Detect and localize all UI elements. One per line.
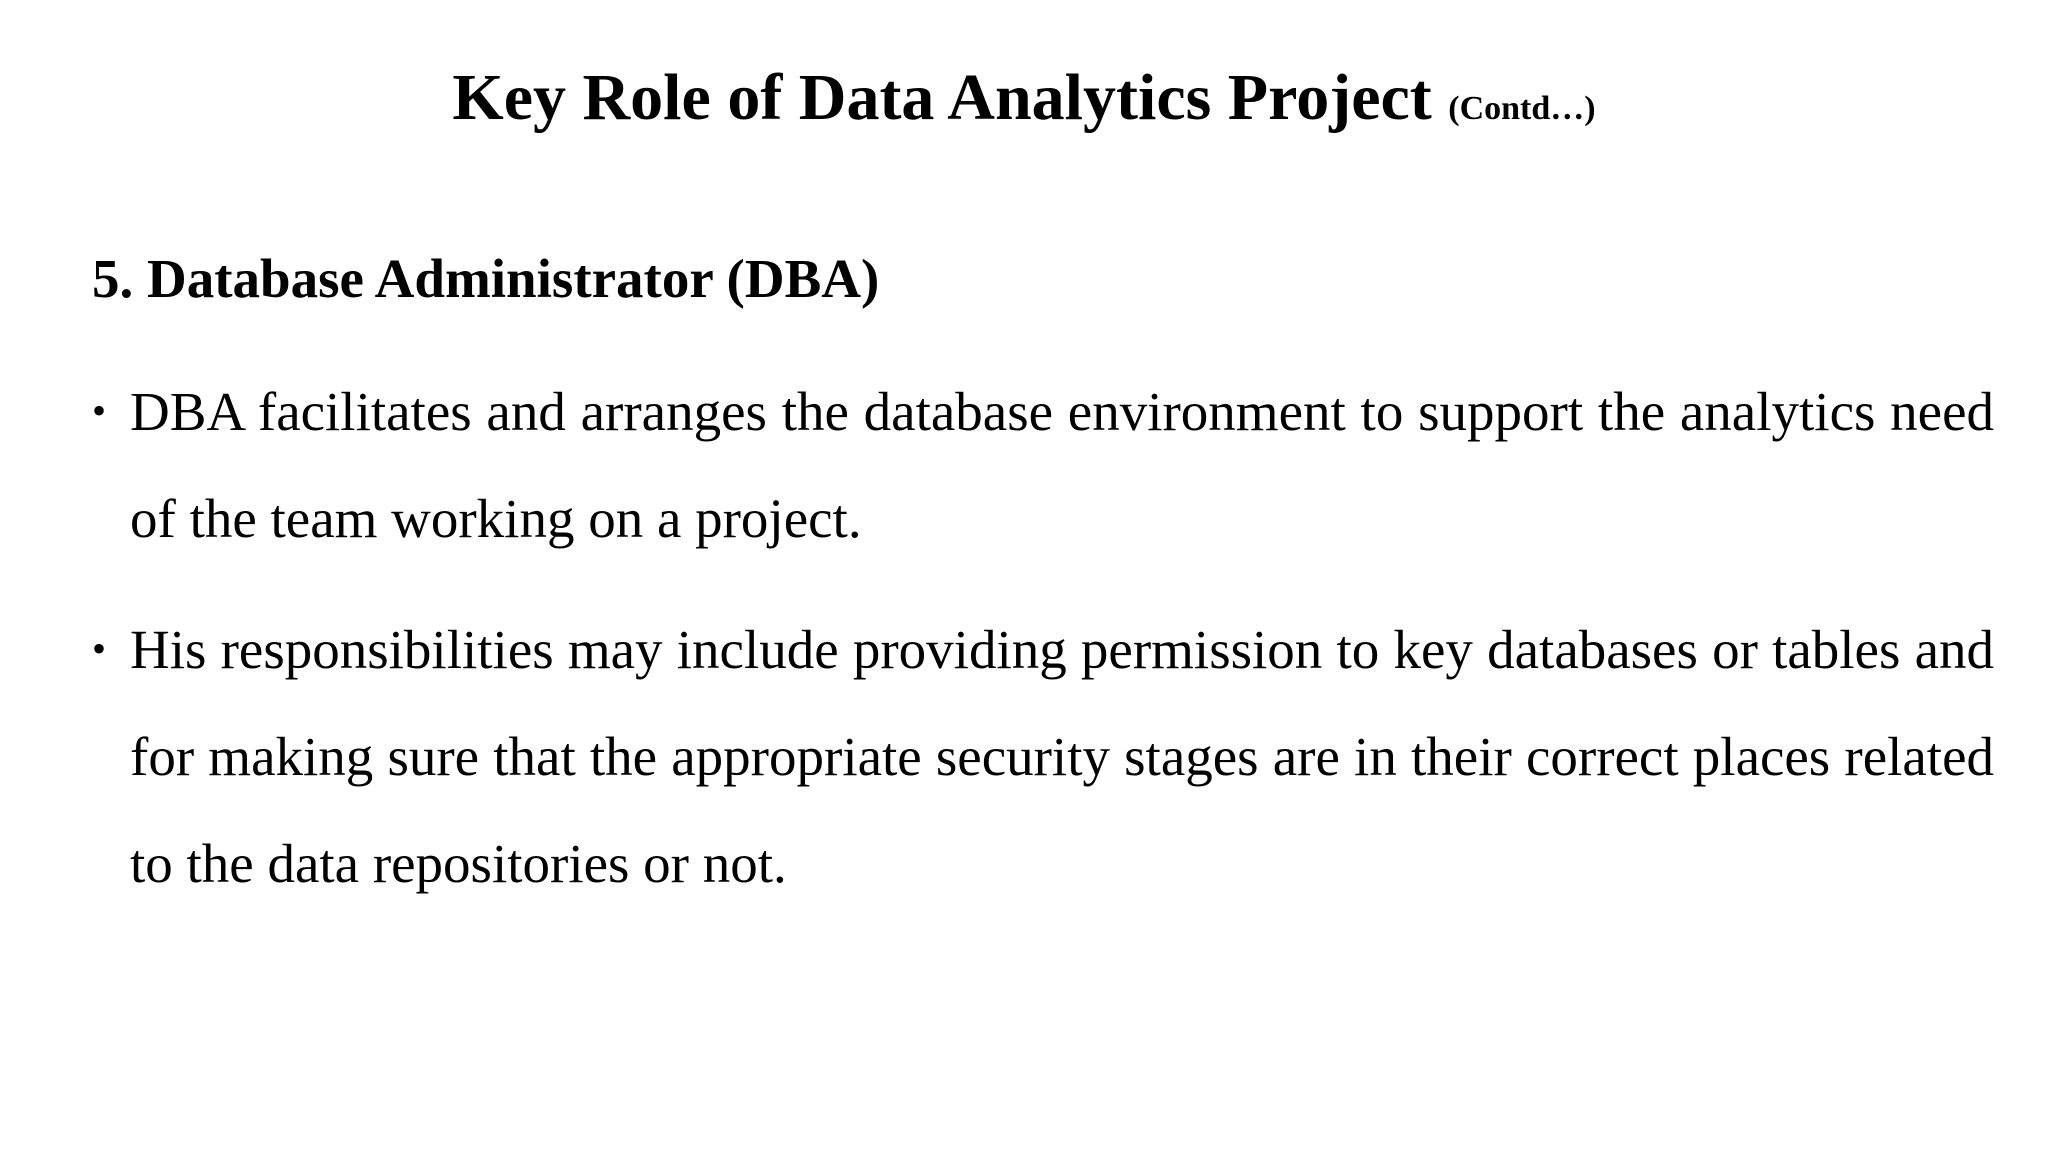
bullet-text: His responsibilities may include providing permission to key databases or tables and for making sure that the appropriate security stages are in their correct places related to the data repositories or not. [130, 619, 1994, 894]
slide-title-main: Key Role of Data Analytics Project [452, 61, 1432, 134]
bullet-item [92, 358, 1994, 572]
bullet-icon: • [92, 388, 107, 433]
slide-title [0, 58, 2048, 149]
bullet-text: DBA facilitates and arranges the database environment to support the analytics need of the team working on a project. [130, 381, 1994, 549]
bullet-icon: • [92, 626, 107, 671]
bullet-list [92, 358, 1994, 941]
bullet-item [92, 596, 1994, 917]
slide-title-suffix: (Contd…) [1448, 90, 1596, 127]
section-heading: 5. Database Administrator (DBA) [92, 248, 880, 309]
